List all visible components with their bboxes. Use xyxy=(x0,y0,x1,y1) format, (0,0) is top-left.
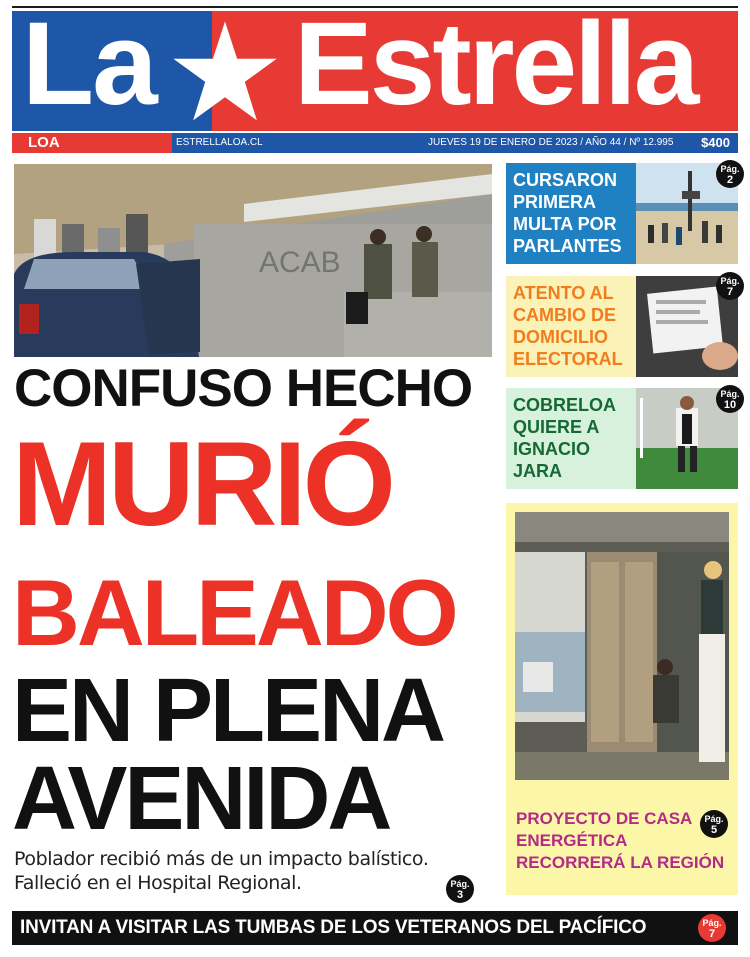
sidebar-headline: CURSARON PRIMERA MULTA POR PARLANTES xyxy=(513,170,622,256)
star-icon xyxy=(170,17,280,127)
edition-label: LOA xyxy=(12,133,172,153)
masthead-title-part2: Estrella xyxy=(294,11,697,130)
headline-line-4[interactable]: AVENIDA xyxy=(12,749,390,849)
main-story-photo[interactable] xyxy=(14,164,492,357)
sidebar-headline: ATENTO AL CAMBIO DE DOMICILIO ELECTORAL xyxy=(513,283,623,369)
masthead[interactable] xyxy=(12,11,738,131)
page-badge-sidebar-1[interactable]: Pág. 2 xyxy=(716,160,744,188)
page-badge-bottom[interactable]: Pág. 7 xyxy=(698,914,726,942)
feature-photo xyxy=(515,512,729,780)
sidebar-headline: COBRELOA QUIERE A IGNACIO JARA xyxy=(513,395,616,481)
info-bar xyxy=(12,133,738,153)
sidebar-item-cobreloa[interactable] xyxy=(506,388,738,489)
headline-line-1[interactable]: MURIÓ xyxy=(12,417,392,551)
main-story-subtitle xyxy=(14,847,494,895)
page-badge-main[interactable]: Pág. 3 xyxy=(446,875,474,903)
masthead-title-part1: La xyxy=(22,11,156,130)
graffiti-text: ACAB xyxy=(259,246,341,279)
page-badge-sidebar-3[interactable]: Pág. 10 xyxy=(716,385,744,413)
top-rule xyxy=(12,6,738,8)
feature-energy-house[interactable] xyxy=(506,503,738,895)
bottom-headline: INVITAN A VISITAR LAS TUMBAS DE LOS VETERANOS DEL PACÍFICO xyxy=(20,917,647,938)
main-photo-illustration xyxy=(14,164,492,357)
headline-line-2[interactable]: BALEADO xyxy=(12,560,456,665)
sidebar-item-electoral[interactable] xyxy=(506,276,738,377)
date-line: JUEVES 19 DE ENERO DE 2023 / AÑO 44 / Nº 12.995 xyxy=(428,137,674,148)
subtitle-line-1: Poblador recibió más de un impacto balístico. xyxy=(14,848,429,870)
page-badge-sidebar-2[interactable]: Pág. 7 xyxy=(716,272,744,300)
feature-headline: PROYECTO DE CASA ENERGÉTICA RECORRERÁ LA REGIÓN xyxy=(516,809,725,872)
main-story-kicker: CONFUSO HECHO xyxy=(14,359,473,418)
price: $400 xyxy=(701,135,730,150)
subtitle-line-2: Falleció en el Hospital Regional. xyxy=(14,872,302,894)
sidebar-item-parlantes[interactable] xyxy=(506,163,738,264)
page-badge-feature[interactable]: Pág. 5 xyxy=(700,810,728,838)
bottom-story-band[interactable] xyxy=(12,911,738,945)
headline-line-3[interactable]: EN PLENA xyxy=(12,661,444,761)
website-link[interactable]: ESTRELLALOA.CL xyxy=(176,137,263,148)
